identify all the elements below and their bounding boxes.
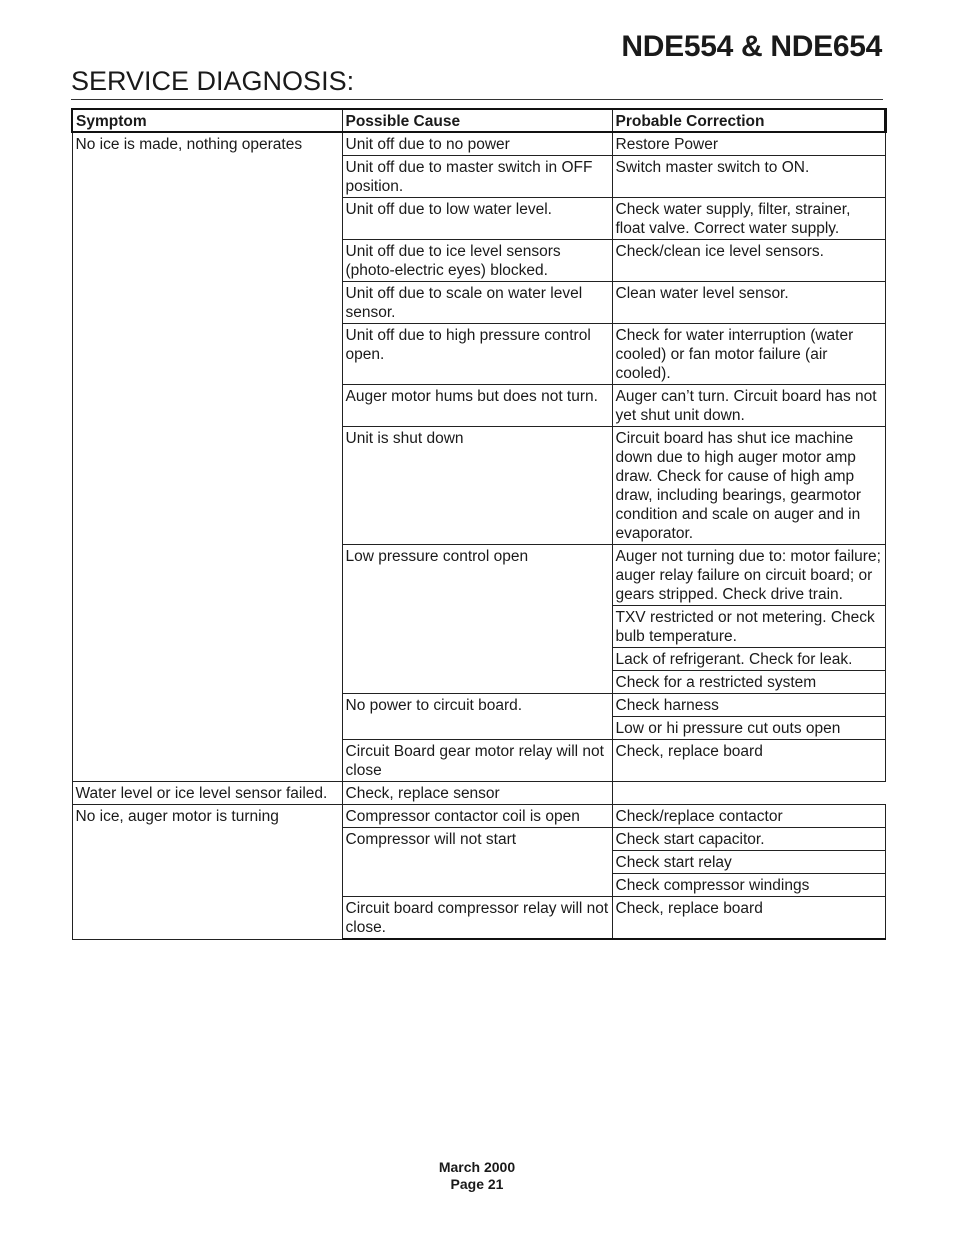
cause-cell: Water level or ice level sensor failed. <box>72 782 342 805</box>
footer-page-number: Page 21 <box>450 1176 504 1192</box>
cause-cell: No power to circuit board. <box>342 694 612 740</box>
cause-cell: Compressor contactor coil is open <box>342 805 612 828</box>
correction-cell: Check for water interruption (water cooled) or fan motor failure (air cooled). <box>612 324 885 385</box>
service-diagnosis-table <box>71 108 887 940</box>
cause-cell: Unit is shut down <box>342 427 612 545</box>
correction-cell: Auger not turning due to: motor failure; auger relay failure on circuit board; or gears stripped. Check drive train. <box>612 545 885 606</box>
cause-cell: Unit off due to scale on water level sensor. <box>342 282 612 324</box>
correction-cell: Restore Power <box>612 132 885 156</box>
correction-cell: Check harness <box>612 694 885 717</box>
cause-cell: Unit off due to ice level sensors (photo-electric eyes) blocked. <box>342 240 612 282</box>
correction-cell: Check start relay <box>612 851 885 874</box>
correction-cell: Switch master switch to ON. <box>612 156 885 198</box>
footer-date: March 2000 <box>438 1159 516 1175</box>
table-row <box>72 132 885 156</box>
correction-cell: Check, replace sensor <box>342 782 612 805</box>
correction-cell: Lack of refrigerant. Check for leak. <box>612 648 885 671</box>
correction-cell: Check, replace board <box>612 897 885 940</box>
table-row <box>72 805 885 828</box>
correction-cell: Check for a restricted system <box>612 671 885 694</box>
table-row <box>72 782 885 805</box>
cause-cell: Low pressure control open <box>342 545 612 694</box>
cause-cell: Circuit Board gear motor relay will not close <box>342 740 612 782</box>
correction-cell: Check/clean ice level sensors. <box>612 240 885 282</box>
correction-cell: Check, replace board <box>612 740 885 782</box>
correction-cell: Check start capacitor. <box>612 828 885 851</box>
correction-cell: Check water supply, filter, strainer, float valve. Correct water supply. <box>612 198 885 240</box>
cause-cell: Compressor will not start <box>342 828 612 897</box>
cause-cell: Circuit board compressor relay will not close. <box>342 897 612 940</box>
cause-cell: Unit off due to high pressure control open. <box>342 324 612 385</box>
symptom-cell: No ice, auger motor is turning <box>72 805 342 940</box>
section-divider <box>71 99 883 100</box>
correction-cell: Circuit board has shut ice machine down due to high auger motor amp draw. Check for cause of high amp draw, including bearings, gearmotor condition and scale on auger and in evaporator. <box>612 427 885 545</box>
header-symptom: Symptom <box>72 109 342 132</box>
correction-cell: Auger can’t turn. Circuit board has not yet shut unit down. <box>612 385 885 427</box>
cause-cell: Unit off due to low water level. <box>342 198 612 240</box>
header-probable-correction: Probable Correction <box>612 109 885 132</box>
section-title: SERVICE DIAGNOSIS: <box>71 66 355 96</box>
page-footer <box>0 1159 954 1193</box>
header-possible-cause: Possible Cause <box>342 109 612 132</box>
correction-cell: Check/replace contactor <box>612 805 885 828</box>
model-title: NDE554 & NDE654 <box>621 30 882 63</box>
correction-cell: TXV restricted or not metering. Check bulb temperature. <box>612 606 885 648</box>
correction-cell: Check compressor windings <box>612 874 885 897</box>
symptom-cell: No ice is made, nothing operates <box>72 132 342 782</box>
cause-cell: Unit off due to master switch in OFF position. <box>342 156 612 198</box>
correction-cell: Clean water level sensor. <box>612 282 885 324</box>
cause-cell: Unit off due to no power <box>342 132 612 156</box>
table-header-row <box>72 109 885 132</box>
correction-cell: Low or hi pressure cut outs open <box>612 717 885 740</box>
cause-cell: Auger motor hums but does not turn. <box>342 385 612 427</box>
